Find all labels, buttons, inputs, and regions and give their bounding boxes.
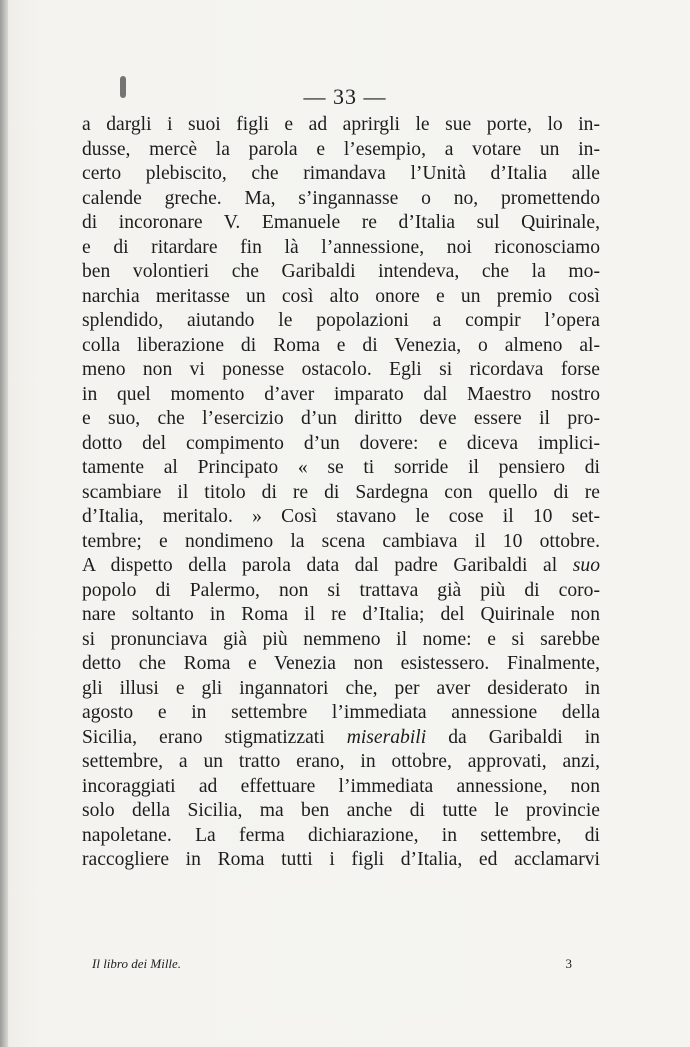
text-line: e suo, che l’esercizio d’un diritto deve essere il pro-	[82, 408, 600, 429]
body-text	[82, 113, 600, 873]
text-line: di incoronare V. Emanuele re d’Italia sul Quirinale,	[82, 212, 600, 233]
text-line: Sicilia, erano stigmatizzati miserabili da Garibaldi in	[82, 726, 600, 748]
text-line: dotto del compimento d’un dovere: e diceva implici-	[82, 432, 600, 454]
text-line: narchia meritasse un così alto onore e un premio così	[82, 285, 600, 307]
text-line: splendido, aiutando le popolazioni a compir l’opera	[82, 310, 600, 331]
text-line: solo della Sicilia, ma ben anche di tutte le provincie	[82, 800, 600, 821]
page-number: — 33 —	[303, 84, 387, 109]
text-line: nare soltanto in Roma il re d’Italia; del Quirinale non	[82, 604, 600, 625]
page-gutter-shadow	[0, 0, 8, 1047]
text-line: si pronunciava già più nemmeno il nome: e si sarebbe	[82, 628, 600, 650]
page-footer	[92, 952, 572, 974]
text-line: scambiare il titolo di re di Sardegna con quello di re	[82, 481, 600, 503]
text-line: calende greche. Ma, s’ingannasse o no, promettendo	[82, 187, 600, 209]
text-line: dusse, mercè la parola e l’esempio, a votare un in-	[82, 138, 600, 160]
text-line: ben volontieri che Garibaldi intendeva, che la mo-	[82, 261, 600, 282]
text-line: raccogliere in Roma tutti i figli d’Italia, ed acclamarvi	[82, 849, 600, 870]
text-line: e di ritardare fin là l’annessione, noi riconosciamo	[82, 236, 600, 258]
text-line: detto che Roma e Venezia non esistessero. Finalmente,	[82, 653, 600, 674]
footer-book-title: Il libro dei Mille.	[92, 956, 182, 971]
text-line: certo plebiscito, che rimandava l’Unità d’Italia alle	[82, 163, 600, 184]
text-line: incoraggiati ad effettuare l’immediata annessione, non	[82, 775, 600, 797]
text-line: popolo di Palermo, non si trattava già più di coro-	[82, 579, 600, 601]
text-line: gli illusi e gli ingannatori che, per aver desiderato in	[82, 677, 600, 699]
text-line: d’Italia, meritalo. » Così stavano le cose il 10 set-	[82, 506, 600, 527]
text-line: settembre, a un tratto erano, in ottobre, approvati, anzi,	[82, 751, 600, 772]
footer-signature-mark: 3	[565, 956, 572, 971]
text-line: tamente al Principato « se ti sorride il pensiero di	[82, 457, 600, 478]
text-line: a dargli i suoi figli e ad aprirgli le sue porte, lo in-	[82, 114, 600, 135]
text-line: meno non vi ponesse ostacolo. Egli si ricordava forse	[82, 359, 600, 380]
text-line: A dispetto della parola data dal padre Garibaldi al suo	[82, 555, 600, 576]
text-line: colla liberazione di Roma e di Venezia, o almeno al-	[82, 334, 600, 356]
text-line: in quel momento d’aver imparato dal Maestro nostro	[82, 383, 600, 405]
text-line: agosto e in settembre l’immediata annessione della	[82, 702, 600, 723]
text-line: napoletane. La ferma dichiarazione, in settembre, di	[82, 824, 600, 846]
text-line: tembre; e nondimeno la scena cambiava il 10 ottobre.	[82, 530, 600, 552]
